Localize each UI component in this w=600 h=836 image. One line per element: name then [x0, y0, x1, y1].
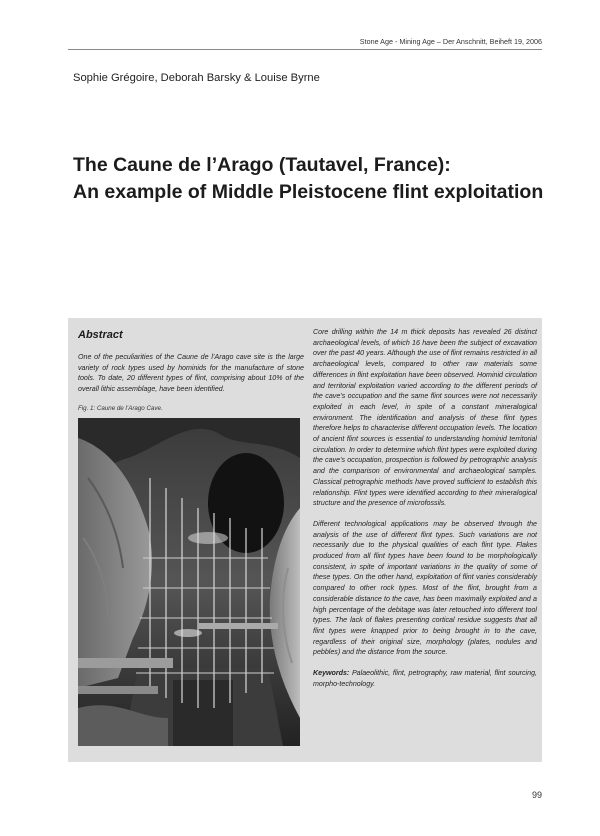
keywords-text: Palaeolithic, flint, petrography, raw material, flint sourcing, morpho-technology.	[313, 669, 537, 688]
title-line-1: The Caune de l’Arago (Tautavel, France):	[73, 154, 451, 176]
abstract-right-column	[313, 327, 537, 700]
title-line-2: An example of Middle Pleistocene flint exploitation	[73, 181, 544, 203]
keywords-label: Keywords:	[313, 669, 350, 678]
keywords	[313, 668, 537, 689]
abstract-paragraph-1: Core drilling within the 14 m thick deposits has revealed 26 distinct archaeological levels, of which 16 have been the subject of excavation over the past 40 years. Although the use of flint remains restricted in all archaeological levels, compared to other raw materials some differences in flint exploitation have been observed. Hominid circulation and territorial exploitation varied according to the different periods of the cave’s occupation and the same flint sources were not necessarily exploited in each level, in spite of a constant mineralogical environment. The identification and analysis of these flint types therefore helps to characterise different occupation levels. The location of ancient flint sources is essential to understanding hominid territorial circulation. In order to determine which flint types were exploited during the cave’s occupation, prospection is followed by petrographic analysis and the comparison of environmental and archaeological samples. Classical petrographic methods have proved sufficient to establish this relationship. Flint types were identified according to their mineralogical structure and the presence of microfossils.	[313, 328, 537, 508]
authors: Sophie Grégoire, Deborah Barsky & Louise Byrne	[73, 72, 320, 84]
figure-caption: Fig. 1: Caune de l’Arago Cave.	[78, 404, 163, 412]
abstract-left-column	[78, 329, 304, 415]
cave-photo	[78, 418, 300, 746]
abstract-paragraph-2: Different technological applications may be observed through the analysis of the use of different flint types. Such variations are not necessarily due to the physical qualities of each flint type. Flakes produced from all flint types have been found to be morphologically consistent, in spite of important variations in the quality of some of these types. On the other hand, exploitation of flint varies considerably compared to other rock types. Most of the flint, brought from a considerable distance to the cave, has been maximally exploited and a high percentage of the debitage was later retouched into different tool types. The lack of flakes presenting cortical residue suggests that all flint types were knapped prior to being brought in to the cave, regardless of their original size, morphology (plates, nodules and pebbles) and the distance from the source.	[313, 519, 537, 657]
running-header: Stone Age - Mining Age – Der Anschnitt, Beiheft 19, 2006	[359, 37, 542, 46]
paper-title	[73, 152, 543, 206]
abstract-heading: Abstract	[78, 329, 123, 341]
abstract-intro: One of the peculiarities of the Caune de l’Arago cave site is the large variety of rock types used by hominids for the manufacture of stone tools. To date, 20 different types of flint, comprising about 10% of the overall lithic assemblage, have been identified.	[78, 353, 304, 394]
header-rule	[68, 49, 542, 50]
page-number: 99	[531, 790, 542, 800]
